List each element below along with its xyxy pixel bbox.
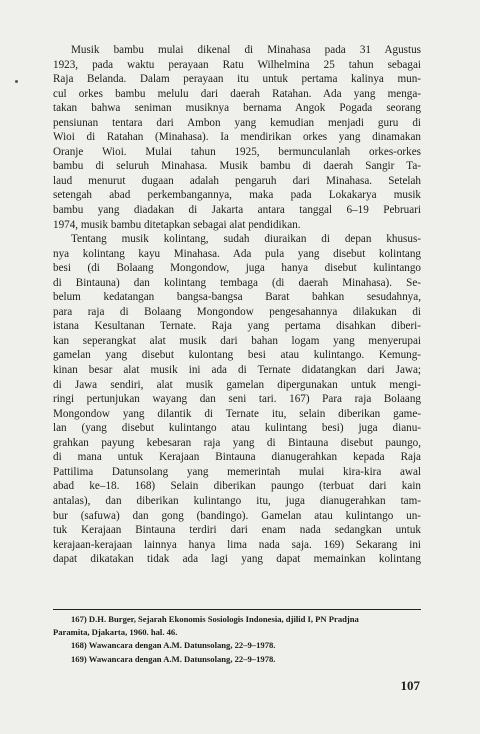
body-text: [53, 43, 421, 567]
text-line: di Jawa sendiri, alat musik gamelan dipergunakan untuk mengi-: [53, 378, 421, 391]
text-line: tuk Kerajaan Bintauna terdiri dari enam nada sedangkan untuk: [53, 524, 421, 537]
text-line: pensiunan tentara dari Ambon yang kemudian menjadi guru di: [53, 116, 421, 129]
text-line: Wioi di Ratahan (Minahasa). Ia mendirikan orkes yang dinamakan: [53, 131, 421, 144]
text-line: grahkan payung kebesaran raja yang di Bintauna disebut paungo,: [53, 436, 421, 449]
text-line: 1923, pada waktu perayaan Ratu Wilhelmina 25 tahun sebagai: [53, 58, 421, 71]
text-line: bur (safuwa) dan gong (bandingo). Gamelan atau kulintango un-: [53, 509, 421, 522]
text-line: cul orkes bambu melulu dari daerah Ratahan. Ada yang menga-: [53, 87, 421, 100]
text-line: bambu yang diadakan di Jakarta antara tanggal 6–19 Pebruari: [53, 204, 421, 217]
text-line: di Bintauna) dan kolintang tembaga (di daerah Minahasa). Se-: [53, 276, 421, 289]
footnote-167: 167) D.H. Burger, Sejarah Ekonomis Sosiologis Indonesia, djilid I, PN Pradjna: [71, 614, 359, 624]
text-line: belum kedatangan bangsa-bangsa Barat bahkan sesudahnya,: [53, 291, 421, 304]
text-line: para raja di Bolaang Mongondow pengesahannya dilakukan di: [53, 305, 421, 318]
text-line: bambu di seluruh Minahasa. Musik bambu di daerah Sangir Ta-: [53, 160, 421, 173]
text-line: 1974, musik bambu ditetapkan sebagai alat pendidikan.: [53, 218, 301, 231]
text-line: besi (di Bolaang Mongondow, juga hanya disebut kulintango: [53, 262, 421, 275]
text-line: laud menurut dugaan adalah pengaruh dari Minahasa. Setelah: [53, 174, 421, 187]
page-number: 107: [400, 678, 420, 693]
text-line: gamelan yang disebut kulontang besi atau kulintango. Kemung-: [53, 349, 421, 362]
text-line: kan seperangkat alat musik dari bahan logam yang menyerupai: [53, 334, 421, 347]
text-line: Raja Belanda. Dalam perayaan itu untuk pertama kalinya mun-: [53, 73, 421, 86]
text-line: setengah abad perkembangannya, maka pada Lokakarya musik: [53, 189, 421, 202]
text-line: istana Kesultanan Ternate. Raja yang pertama disahkan diberi-: [53, 320, 421, 333]
scan-speck: [15, 80, 18, 83]
text-line: antalas), dan diberikan kulintango itu, juga dianugerahkan tam-: [53, 494, 421, 507]
text-line: takan bahwa seniman musiknya bernama Angok Pogada seorang: [53, 102, 421, 115]
paragraph-1: [53, 43, 421, 232]
text-line: Pattilima Datunsolang yang memerintah mulai kira-kira awal: [53, 465, 421, 478]
text-line: kerajaan-kerajaan lainnya hanya lima nada saja. 169) Sekarang ini: [53, 538, 421, 551]
footnote-divider: [53, 609, 421, 610]
footnote-168: 168) Wawancara dengan A.M. Datunsolang, 22–9–1978.: [71, 640, 276, 651]
footnote-169: 169) Wawancara dengan A.M. Datunsolang, 22–9–1978.: [71, 653, 276, 664]
paragraph-2: [53, 232, 421, 567]
text-line: Mongondow yang dilantik di Ternate itu, selain diberikan game-: [53, 407, 421, 420]
text-line: lan (yang disebut kulintango atau kulintang besi) juga dianu-: [53, 422, 421, 435]
footnotes: [53, 613, 421, 666]
footnote-167-continued: Paramita, Djakarta, 1960. hal. 46.: [53, 627, 178, 638]
text-line: nya kolintang kayu Minahasa. Ada pula yang disebut kolintang: [53, 247, 421, 260]
text-line: abad ke–18. 168) Selain diberikan paungo (terbuat dari kain: [53, 480, 421, 493]
text-line: Tentang musik kolintang, sudah diuraikan di depan khusus-: [71, 233, 421, 246]
text-line: kinan besar alat musik ini ada di Ternate didatangkan dari Jawa;: [53, 364, 421, 377]
text-line: dapat dikatakan tidak ada lagi yang dapat memainkan kolintang: [53, 553, 421, 566]
text-line: di mana untuk Kerajaan Bintauna dianugerahkan kepada Raja: [53, 451, 421, 464]
text-line: Oranje Wioi. Mulai tahun 1925, bermunculanlah orkes-orkes: [53, 145, 421, 158]
text-line: Musik bambu mulai dikenal di Minahasa pada 31 Agustus: [71, 44, 421, 56]
text-line: ringi pertunjukan wayang dan seni tari. 167) Para raja Bolaang: [53, 393, 421, 406]
